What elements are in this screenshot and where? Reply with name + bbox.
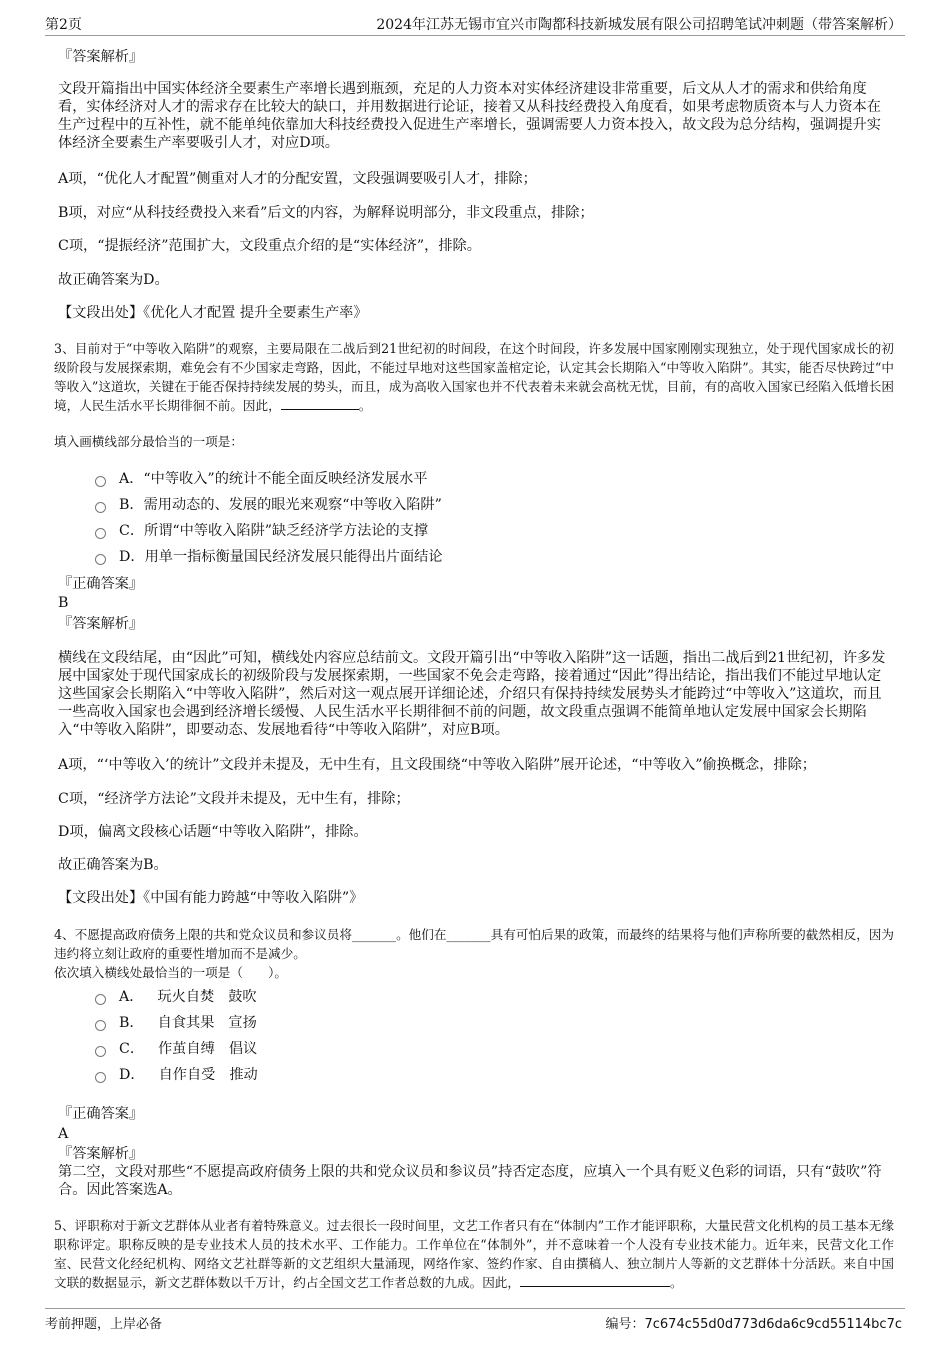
q4-answer: A	[58, 1126, 69, 1142]
q4-option-a[interactable]: A． 玩火自焚 鼓吹	[95, 988, 257, 1006]
radio-icon[interactable]	[95, 1046, 106, 1057]
q2-conclusion: 故正确答案为D。	[58, 272, 169, 288]
q4-answer-label: 『正确答案』	[58, 1106, 144, 1122]
q4-prompt: 依次填入横线处最恰当的一项是（ ）。	[54, 965, 287, 980]
radio-icon[interactable]	[95, 1072, 106, 1083]
header-divider	[45, 35, 905, 36]
q4-option-c[interactable]: C． 作茧自缚 倡议	[95, 1040, 257, 1058]
radio-icon[interactable]	[95, 528, 106, 539]
radio-icon[interactable]	[95, 994, 106, 1005]
q4-analysis-label: 『答案解析』	[58, 1146, 144, 1162]
q3-option-a-note: A项，“‘中等收入’的统计”文段并未提及，无中生有，且文段围绕“中等收入陷阱”展开论述，“中等收入”偷换概念，排除；	[58, 757, 816, 773]
document-code: 编号：7c674c55d0d773d6da6c9cd55114bc7c	[605, 1317, 902, 1332]
q4-analysis-text: 第二空，文段对那些“不愿提高政府债务上限的共和党众议员和参议员”持否定态度，应填入一个具有贬义色彩的词语，只有“鼓吹”符合。因此答案选A。	[58, 1164, 882, 1198]
q2-option-b-note: B项，对应“从科技经费投入来看”后文的内容，为解释说明部分，非文段重点，排除；	[58, 205, 594, 221]
radio-icon[interactable]	[95, 476, 106, 487]
footer-divider	[45, 1308, 905, 1309]
q2-analysis-label: 『答案解析』	[58, 49, 144, 65]
q4-stem: 4、不愿提高政府债务上限的共和党众议员和参议员将_______。他们在_______具有可怕后果的政策，而最终的结果将与他们声称所要的截然相反，因为违约将立刻让政府的重要性增加而不是减少。	[54, 927, 895, 961]
q4-option-d[interactable]: D． 自作自受 推动	[95, 1066, 258, 1084]
q3-option-c-note: C项，“经济学方法论”文段并未提及，无中生有，排除；	[58, 791, 410, 807]
page-number: 第2页	[45, 17, 82, 33]
q5-blank	[520, 1286, 670, 1287]
q3-answer-label: 『正确答案』	[58, 576, 144, 592]
q3-option-d-note: D项，偏离文段核心话题“中等收入陷阱”，排除。	[58, 824, 368, 840]
q3-option-c[interactable]: C．所谓“中等收入陷阱”缺乏经济学方法论的支撑	[95, 522, 428, 540]
q3-answer: B	[58, 595, 69, 611]
q3-blank	[281, 409, 359, 410]
q3-option-a[interactable]: A．“中等收入”的统计不能全面反映经济发展水平	[95, 470, 428, 488]
q2-option-c-note: C项，“提振经济”范围扩大，文段重点介绍的是“实体经济”，排除。	[58, 238, 481, 254]
q5-stem: 5、评职称对于新文艺群体从业者有着特殊意义。过去很长一段时间里，文艺工作者只有在“体制内”工作才能评职称，大量民营文化机构的员工基本无缘职称评定。职称反映的是专业技术人员的技术水平、工作能力。工作单位在“体制外”，并不意味着一个人没有专业技术能力。近年来，民营文化工作室、民营文化经纪机构、网络文艺社群等新的文艺组织大量涌现，网络作家、签约作家、自由撰稿人、独立制片人等新的文艺群体十分活跃。来自中国文联的数据显示，新文艺群体数以千万计，约占全国文艺工作者总数的九成。因此， 。	[54, 1218, 894, 1290]
q4-option-b[interactable]: B． 自食其果 宣扬	[95, 1014, 257, 1032]
q3-prompt: 填入画横线部分最恰当的一项是：	[54, 434, 243, 449]
q2-option-a-note: A项，“优化人才配置”侧重对人才的分配安置，文段强调要吸引人才，排除；	[58, 171, 537, 187]
document-title: 2024年江苏无锡市宜兴市陶都科技新城发展有限公司招聘笔试冲刺题（带答案解析）	[376, 17, 902, 33]
q3-source: 【文段出处】《中国有能力跨越“中等收入陷阱”》	[58, 890, 364, 906]
q4-blank-2: _______	[446, 927, 491, 942]
q3-analysis-label: 『答案解析』	[58, 616, 144, 632]
q2-source: 【文段出处】《优化人才配置 提升全要素生产率》	[58, 305, 368, 321]
q3-analysis-text: 横线在文段结尾，由“因此”可知，横线处内容应总结前文。文段开篇引出“中等收入陷阱”这一话题，指出二战后到21世纪初，许多发展中国家处于现代国家成长的初级阶段与发展探索期，一些国家不免会走弯路，接着通过“因此”得出结论，指出我们不能过早地认定这些国家会长期陷入“中等收入陷阱”，然后对这一观点展开详细论述，介绍只有保持持续发展势头才能跨过“中等收入”这道坎，而且一些高收入国家也会遇到经济增长缓慢、人民生活水平长期徘徊不前的问题，故文段重点强调不能简单地认定发展中国家会长期陷入“中等收入陷阱”，即要动态、发展地看待“中等收入陷阱”，对应B项。	[58, 650, 886, 738]
q2-analysis-text: 文段开篇指出中国实体经济全要素生产率增长遇到瓶颈，充足的人力资本对实体经济建设非常重要，后文从人才的需求和供给角度看，实体经济对人才的需求存在比较大的缺口，并用数据进行论证，接着又从科技经费投入角度看，如果考虑物质资本与人力资本在生产过程中的互补性，就不能单纯依靠加大科技经费投入促进生产率增长，强调需要人力资本投入，故文段为总分结构，强调提升实体经济全要素生产率要吸引人才，对应D项。	[58, 81, 881, 151]
q3-option-b[interactable]: B．需用动态的、发展的眼光来观察“中等收入陷阱”	[95, 496, 442, 514]
q3-option-d[interactable]: D．用单一指标衡量国民经济发展只能得出片面结论	[95, 548, 443, 566]
q3-conclusion: 故正确答案为B。	[58, 857, 168, 873]
radio-icon[interactable]	[95, 502, 106, 513]
q3-stem: 3、目前对于“中等收入陷阱”的观察，主要局限在二战后到21世纪初的时间段，在这个时间段，许多发展中国家刚刚实现独立，处于现代国家成长的初级阶段与发展探索期，难免会有不少国家走弯路，因此，不能过早地对这些国家盖棺定论，认定其会长期陷入“中等收入陷阱”。其实，能否尽快跨过“中等收入”这道坎，关键在于能否保持持续发展的势头，而且，成为高收入国家也并不代表着未来就会高枕无忧，目前，有的高收入国家已经陷入低增长困境，人民生活水平长期徘徊不前。因此， 。	[54, 341, 894, 413]
radio-icon[interactable]	[95, 1020, 106, 1031]
footer-slogan: 考前押题，上岸必备	[45, 1317, 163, 1332]
radio-icon[interactable]	[95, 554, 106, 565]
q4-blank-1: _______	[351, 927, 397, 942]
